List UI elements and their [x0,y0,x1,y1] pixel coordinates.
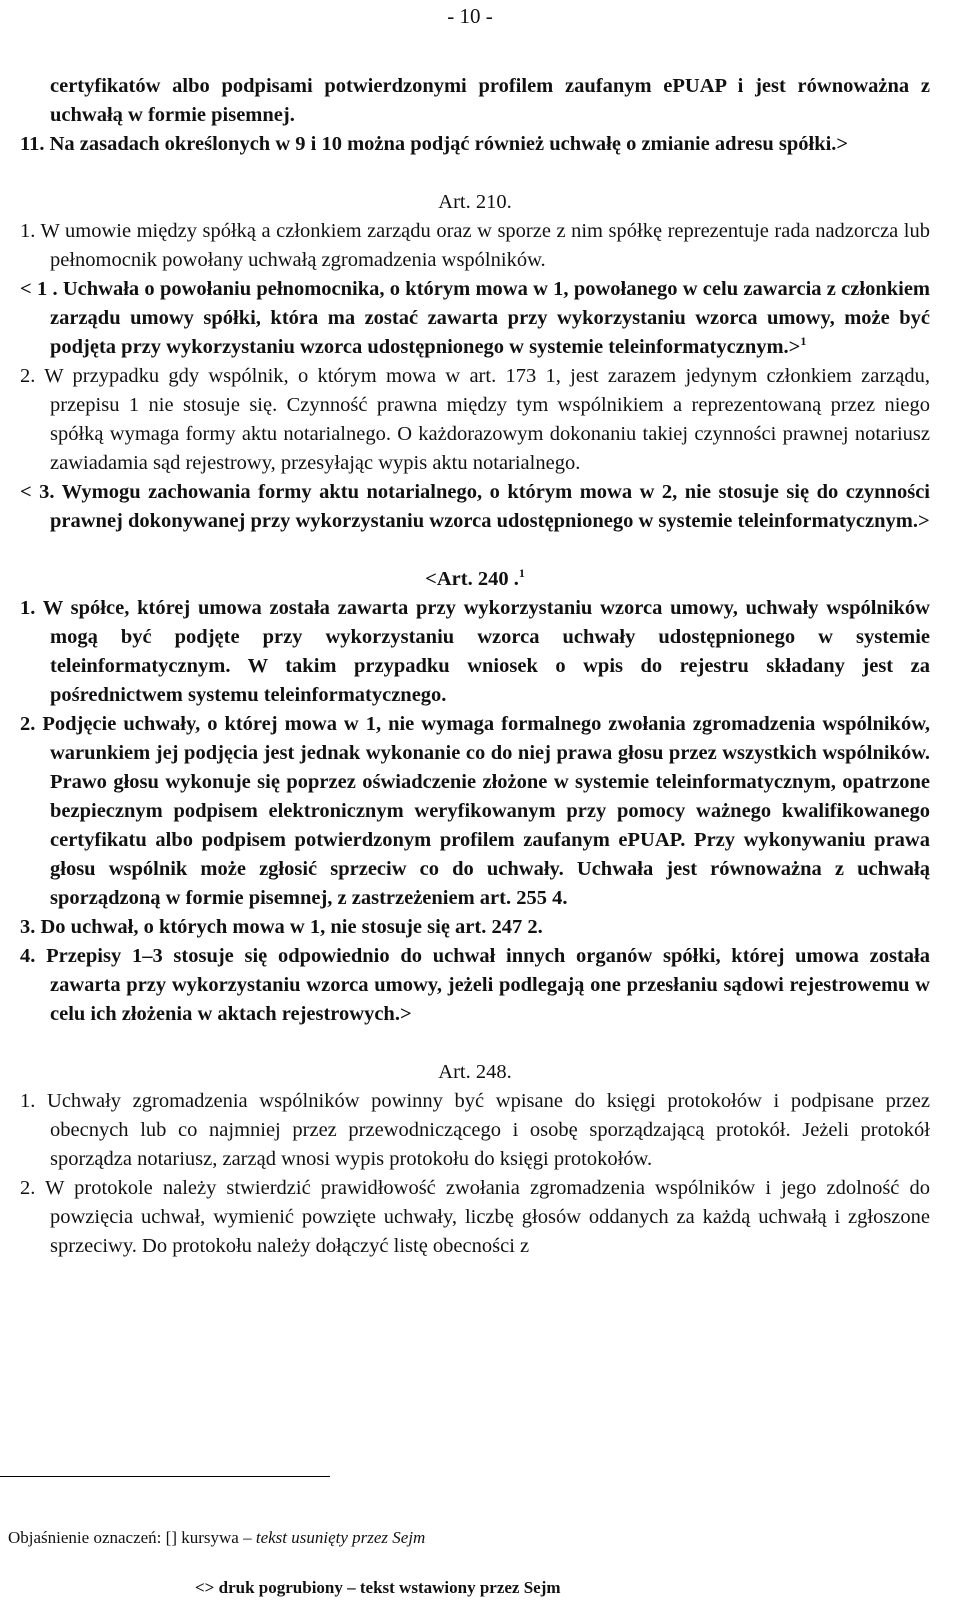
paragraph: 2. Podjęcie uchwały, o której mowa w 1, nie wymaga formalnego zwołania zgromadzenia wspólników, warunkiem jej podjęcia jest jednak wykonanie co do niej prawa głosu przez wszystkich wspólników. Prawo głosu wykonuje się poprzez oświadczenie złożone w systemie teleinformatycznym, opatrzone bezpiecznym podpisem elektronicznym weryfikowanym przy pomocy ważnego kwalifikowanego certyfikatu albo podpisem potwierdzonym profilem zaufanym ePUAP. Przy wykonywaniu prawa głosu wspólnik może zgłosić sprzeciw co do uchwały. Uchwała jest równoważna z uchwałą sporządzoną w formie pisemnej, z zastrzeżeniem art. 255 4. [20,713,930,909]
superscript: 1 [800,334,807,349]
page-number: - 10 - [447,4,493,28]
paragraph: certyfikatów albo podpisami potwierdzonymi profilem zaufanym ePUAP i jest równoważna z uchwałą w formie pisemnej. [50,75,930,126]
footnote-divider [0,1476,330,1477]
document-body [20,72,930,1261]
legend-bracket: [] [165,1528,177,1547]
paragraph: 2. W protokole należy stwierdzić prawidłowość zwołania zgromadzenia wspólników i jego zdolność do powzięcia uchwał, wymienić powzięte uchwały, liczbę głosów oddanych za każdą uchwałą i zgłoszone sprzeciwy. Do protokołu należy dołączyć listę obecności z [20,1177,930,1257]
article-heading: Art. 210. [438,191,512,213]
paragraph: < 3. Wymogu zachowania formy aktu notarialnego, o którym mowa w 2, nie stosuje się do czynności prawnej dokonywanej przy wykorzystaniu wzorca udostępnionego w systemie teleinformatycznym.> [20,481,930,532]
superscript: 1 [518,566,525,581]
legend-bold-line: <> druk pogrubiony – tekst wstawiony przez Sejm [195,1578,561,1597]
paragraph: 1. W spółce, której umowa została zawarta przy wykorzystaniu wzorca umowy, uchwały wspólników mogą być podjęte przy wykorzystaniu wzorca uchwały udostępnionego w systemie teleinformatycznym. W takim przypadku wniosek o wpis do rejestru składany jest za pośrednictwem systemu teleinformatycznego. [20,597,930,706]
legend-kursywa-desc: tekst usunięty przez Sejm [255,1528,426,1547]
article-heading: Art. 248. [438,1061,512,1083]
paragraph: 2. W przypadku gdy wspólnik, o którym mowa w art. 173 1, jest zarazem jedynym członkiem zarządu, przepisu 1 nie stosuje się. Czynność prawna między tym wspólnikiem a reprezentowaną przez niego spółką wymaga formy aktu notarialnego. O każdorazowym dokonaniu takiej czynności prawnej notariusz zawiadamia sąd rejestrowy, przesyłając wypis aktu notarialnego. [20,365,930,474]
paragraph: 11. Na zasadach określonych w 9 i 10 można podjąć również uchwałę o zmianie adresu spółki.> [20,133,849,155]
paragraph: < 1 . Uchwała o powołaniu pełnomocnika, o którym mowa w 1, powołanego w celu zawarcia z członkiem zarządu umowy spółki, która ma zostać zawarta przy wykorzystaniu wzorca umowy, może być podjęta przy wykorzystaniu wzorca udostępnionego w systemie teleinformatycznym.>$^1$ [20,278,930,358]
paragraph: 4. Przepisy 1–3 stosuje się odpowiednio do uchwał innych organów spółki, której umowa została zawarta przy wykorzystaniu wzorca umowy, jeżeli podlegają one przesłaniu sądowi rejestrowemu w celu ich złożenia w aktach rejestrowych.> [20,945,930,1025]
paragraph: 1. Uchwały zgromadzenia wspólników powinny być wpisane do księgi protokołów i podpisane przez obecnych lub co najmniej przez przewodniczącego i osobę sporządzającą protokół. Jeżeli protokół sporządza notariusz, zarząd wnosi wypis protokołu do księgi protokołów. [20,1090,930,1170]
legend-kursywa: kursywa [181,1528,239,1547]
legend-label: Objaśnienie oznaczeń: [8,1528,162,1547]
paragraph: 1. W umowie między spółką a członkiem zarządu oraz w sporze z nim spółkę reprezentuje rada nadzorcza lub pełnomocnik powołany uchwałą zgromadzenia wspólników. [20,220,930,271]
article-heading: <Art. 240 .$^1$ [425,566,525,590]
paragraph: 3. Do uchwał, o których mowa w 1, nie stosuje się art. 247 2. [20,916,543,938]
legend-dash: – [243,1528,252,1547]
legend-line [8,1528,425,1548]
